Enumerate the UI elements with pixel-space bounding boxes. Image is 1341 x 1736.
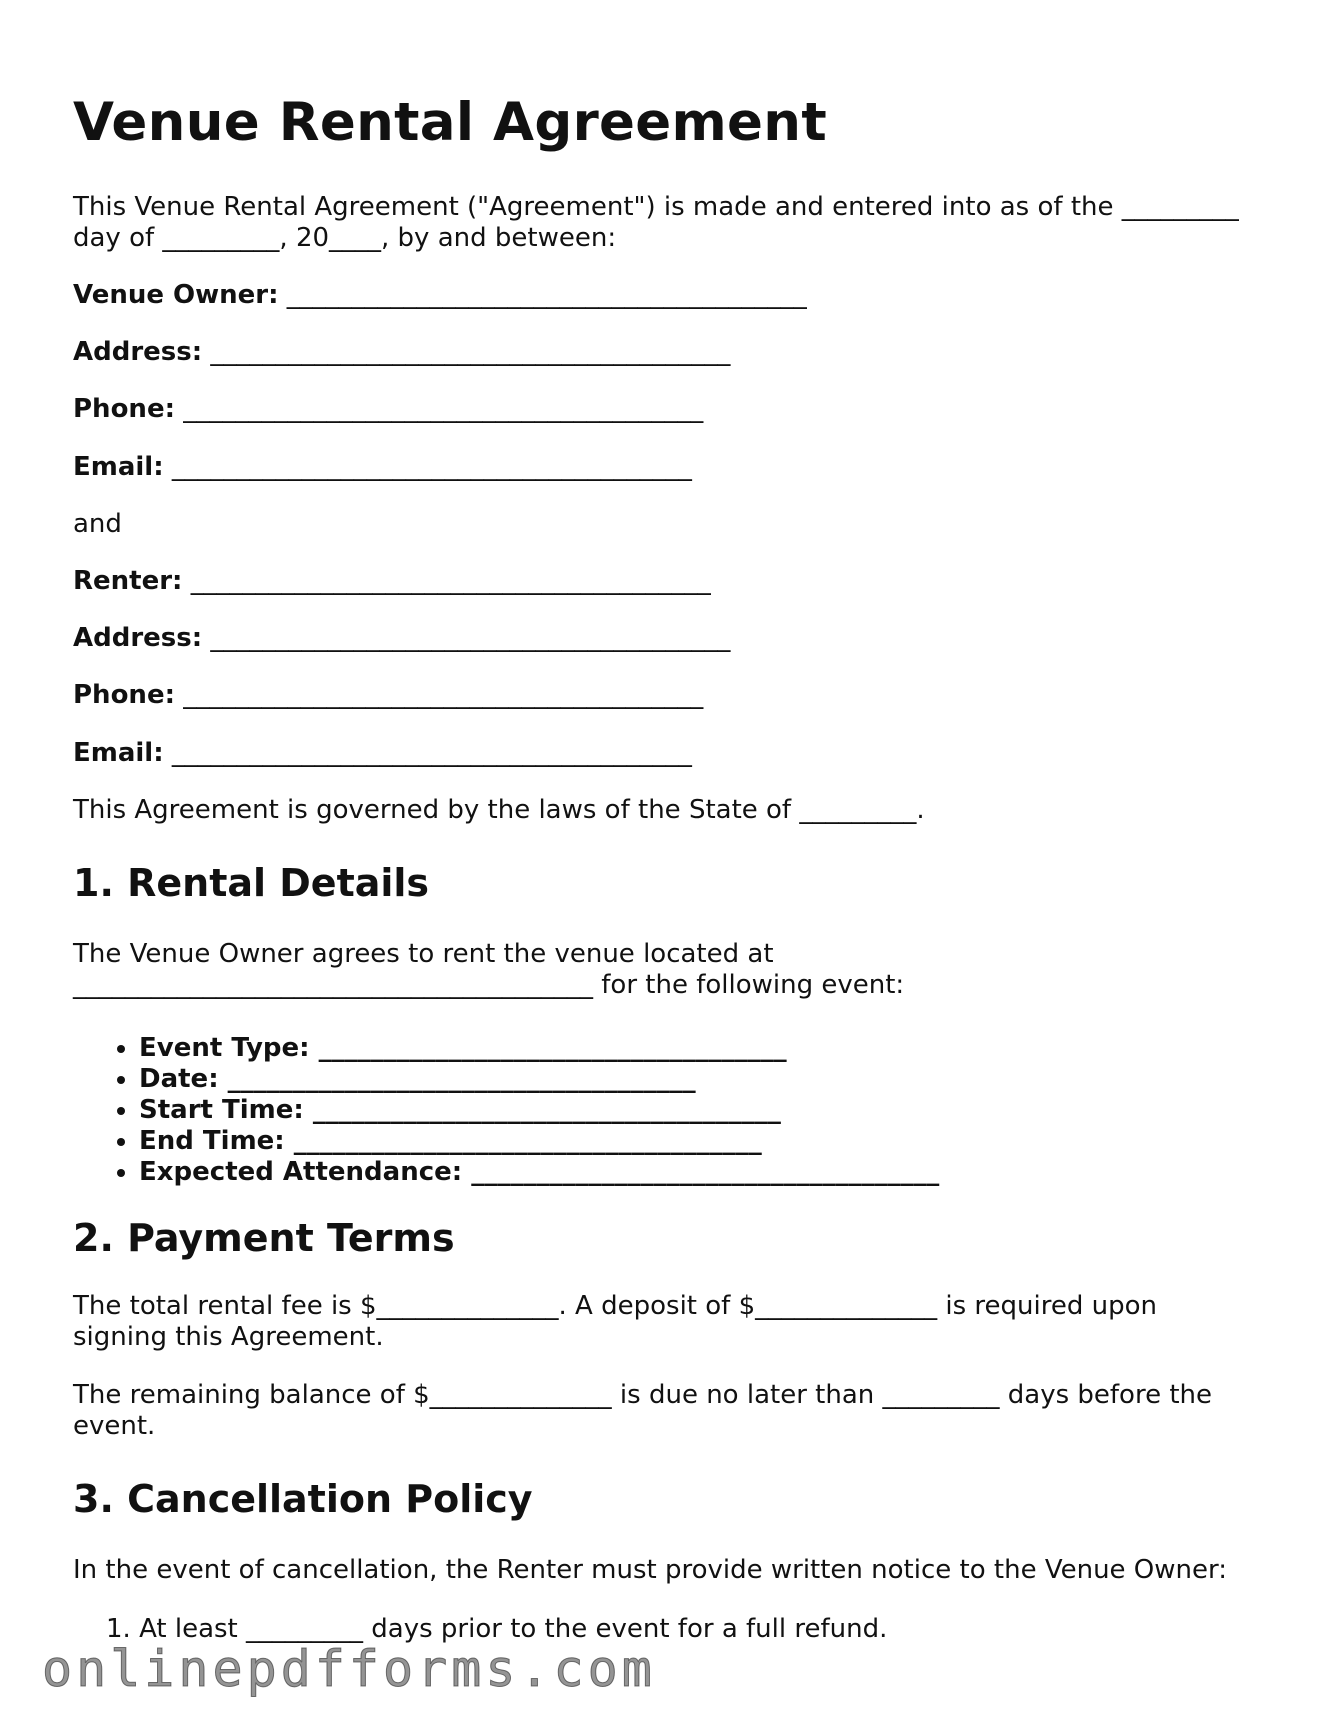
- renter-address-label: Address:: [73, 623, 203, 653]
- renter-address-blank[interactable]: ________________________________________: [210, 623, 731, 653]
- owner-email-label: Email:: [73, 452, 164, 482]
- renter-email-field: [73, 738, 692, 769]
- payment-para2-line1: The remaining balance of $______________ is due no later than _________ days before the: [73, 1380, 1213, 1410]
- owner-name-field: [73, 280, 807, 311]
- governing-law-text: This Agreement is governed by the laws of the State of _________.: [73, 795, 925, 825]
- list-item: • Date: ____________________________________: [139, 1064, 939, 1095]
- event-details-list: [73, 1033, 939, 1188]
- owner-name-label: Venue Owner:: [73, 280, 279, 310]
- attendance-blank[interactable]: ____________________________________: [471, 1157, 940, 1187]
- list-item: • Start Time: ____________________________________: [139, 1095, 939, 1126]
- section1-line-2: ________________________________________ for the following event:: [73, 970, 905, 1000]
- renter-phone-label: Phone:: [73, 680, 175, 710]
- owner-address-blank[interactable]: ________________________________________: [210, 337, 731, 367]
- owner-email-blank[interactable]: ________________________________________: [171, 452, 692, 482]
- owner-phone-label: Phone:: [73, 394, 175, 424]
- renter-email-label: Email:: [73, 738, 164, 768]
- section3-heading: 3. Cancellation Policy: [73, 1477, 533, 1521]
- owner-phone-blank[interactable]: ________________________________________: [183, 394, 704, 424]
- owner-phone-field: [73, 394, 703, 425]
- renter-address-field: [73, 623, 730, 654]
- owner-email-field: [73, 452, 692, 483]
- list-item: • Expected Attendance: ____________________________________: [139, 1157, 939, 1188]
- list-item: • Event Type: ____________________________________: [139, 1033, 939, 1064]
- watermark: onlinepdfforms.com: [42, 1640, 656, 1698]
- and-text: and: [73, 509, 122, 539]
- document-title: Venue Rental Agreement: [73, 92, 827, 153]
- payment-para2-line2: event.: [73, 1411, 156, 1441]
- list-item: • End Time: ____________________________________: [139, 1126, 939, 1157]
- event-date-blank[interactable]: ____________________________________: [227, 1064, 696, 1094]
- renter-phone-field: [73, 680, 703, 711]
- owner-name-blank[interactable]: ________________________________________: [286, 280, 807, 310]
- owner-address-field: [73, 337, 730, 368]
- intro-line-1: This Venue Rental Agreement ("Agreement") is made and entered into as of the _________: [73, 192, 1239, 222]
- intro-line-2: day of _________, 20____, by and between:: [73, 223, 617, 253]
- owner-address-label: Address:: [73, 337, 203, 367]
- renter-name-label: Renter:: [73, 566, 183, 596]
- renter-name-blank[interactable]: ________________________________________: [190, 566, 711, 596]
- payment-para1-line1: The total rental fee is $______________. A deposit of $______________ is required upon: [73, 1291, 1157, 1321]
- event-type-blank[interactable]: ____________________________________: [318, 1033, 787, 1063]
- section2-heading: 2. Payment Terms: [73, 1216, 455, 1260]
- list-item: 1. At least _________ days prior to the event for a full refund.: [106, 1614, 888, 1644]
- end-time-blank[interactable]: ____________________________________: [293, 1126, 762, 1156]
- section1-line-1: The Venue Owner agrees to rent the venue located at: [73, 939, 774, 969]
- renter-email-blank[interactable]: ________________________________________: [171, 738, 692, 768]
- renter-name-field: [73, 566, 711, 597]
- start-time-blank[interactable]: ____________________________________: [312, 1095, 781, 1125]
- cancellation-intro: In the event of cancellation, the Renter must provide written notice to the Venue Owner:: [73, 1555, 1228, 1585]
- section1-heading: 1. Rental Details: [73, 861, 430, 905]
- payment-para1-line2: signing this Agreement.: [73, 1322, 384, 1352]
- renter-phone-blank[interactable]: ________________________________________: [183, 680, 704, 710]
